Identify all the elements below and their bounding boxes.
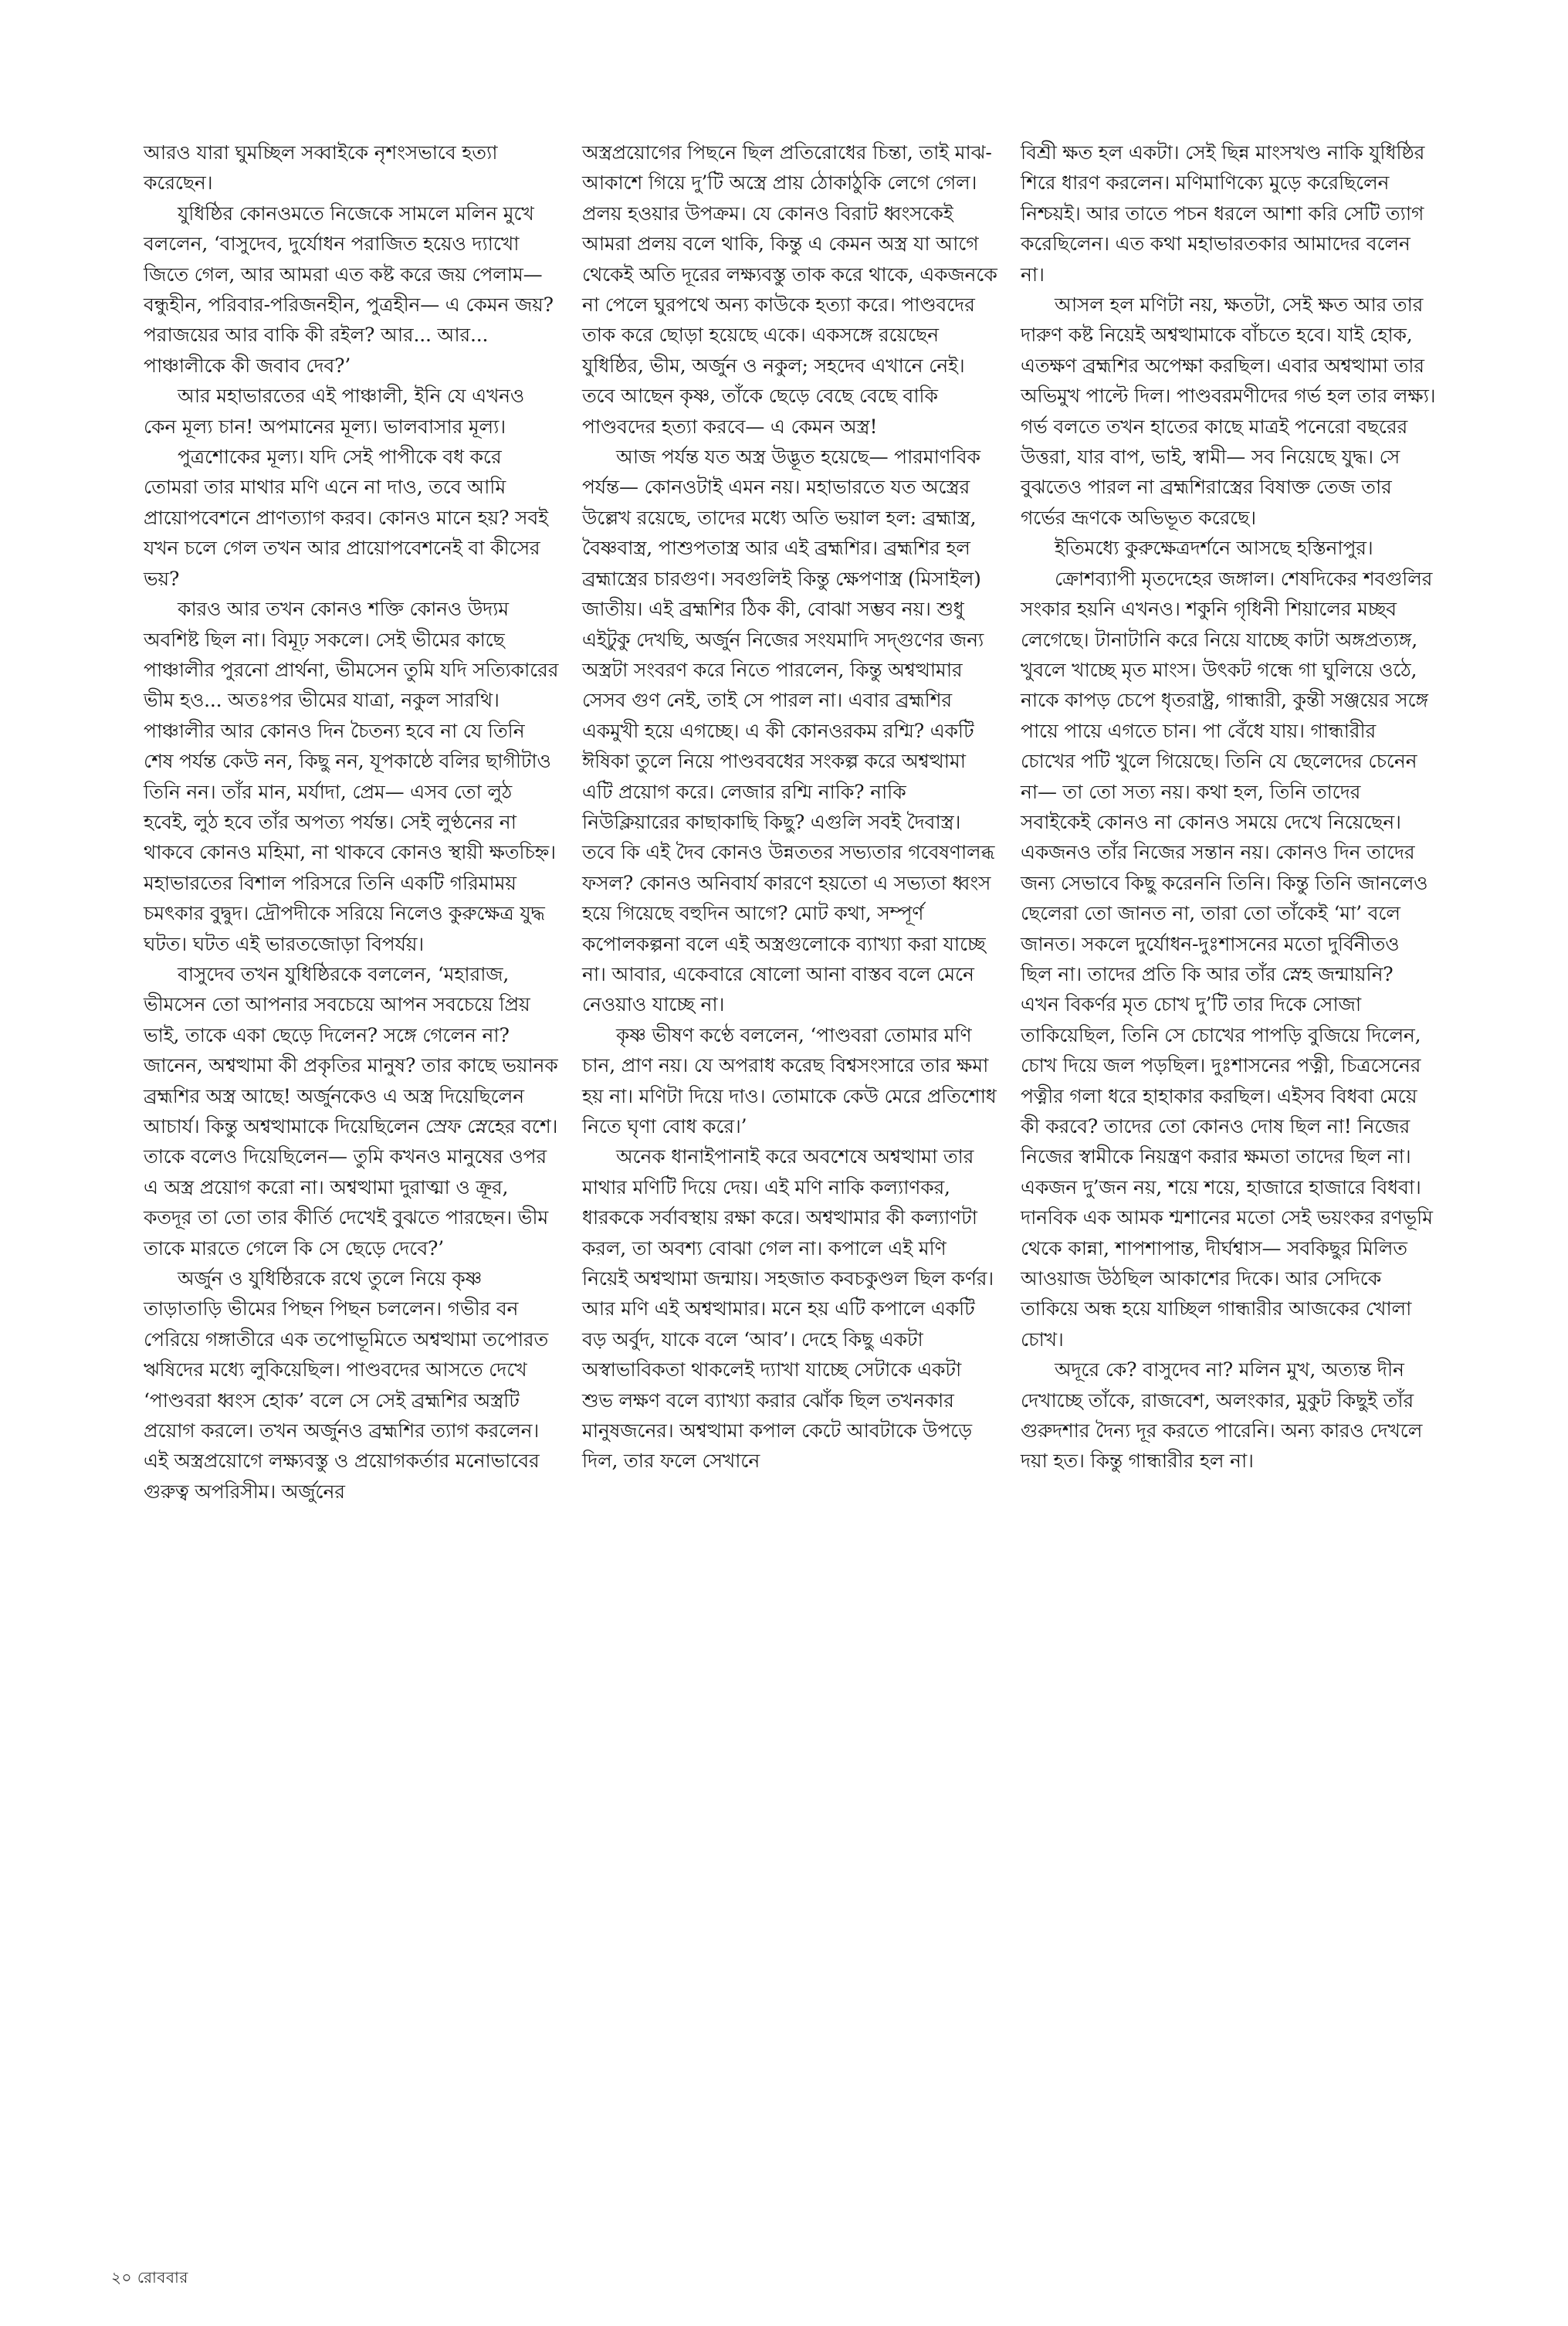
paragraph: কারও আর তখন কোনও শক্তি কোনও উদ্যম অবশিষ্ট ছিল না। বিমূঢ় সকলে। সেই ভীমের কাছে পাঞ্চালীর পুরনো প্রার্থনা, ভীমসেন তুমি যদি সত্যিকারের ভীম হও... অতঃপর ভীমের যাত্রা, নকুল সারথি। পাঞ্চালীর আর কোনও দিন চৈতন্য হবে না যে তিনি শেষ পর্যন্ত কেউ নন, কিছু নন, যূপকাষ্ঠে বলির ছাগীটাও তিনি নন। তাঁর মান, মর্যাদা, প্রেম— এসব তো লুঠ হবেই, লুঠ হবে তাঁর অপত্য পর্যন্ত। সেই লুণ্ঠনের না থাকবে কোনও মহিমা, না থাকবে কোনও স্থায়ী ক্ষতচিহ্ন। মহাভারতের বিশাল পরিসরে তিনি একটি গরিমাময় চমৎকার বুদ্বুদ। দ্রৌপদীকে সরিয়ে নিলেও কুরুক্ষেত্র যুদ্ধ ঘটত। ঘটত এই ভারতজোড়া বিপর্যয়। (144, 598, 559, 955)
paragraph: আরও যারা ঘুমচ্ছিল সব্বাইকে নৃশংসভাবে হত্যা করেছেন। (144, 141, 498, 195)
text-column-1 (144, 137, 559, 1507)
paragraph: যুধিষ্ঠির কোনওমতে নিজেকে সামলে মলিন মুখে বললেন, ‘বাসুদেব, দুর্যোধন পরাজিত হয়েও দ্যাখো জিতে গেল, আর আমরা এত কষ্ট করে জয় পেলাম— বন্ধুহীন, পরিবার-পরিজনহীন, পুত্রহীন— এ কেমন জয়? পরাজয়ের আর বাকি কী রইল? আর... আর... পাঞ্চালীকে কী জবাব দেব?’ (144, 202, 554, 377)
paragraph: ইতিমধ্যে কুরুক্ষেত্রদর্শনে আসছে হস্তিনাপুর। (1055, 537, 1373, 560)
paragraph: অদূরে কে? বাসুদেব না? মলিন মুখ, অত্যন্ত দীন দেখাচ্ছে তাঁকে, রাজবেশ, অলংকার, মুকুট কিছুই তাঁর গুরুদশার দৈন্য দূর করতে পারেনি। অন্য কারও দেখলে দয়া হত। কিন্তু গান্ধারীর হল না। (1021, 1358, 1423, 1473)
paragraph: আজ পর্যন্ত যত অস্ত্র উদ্ভূত হয়েছে— পারমাণবিক পর্যন্ত— কোনওটাই এমন নয়। মহাভারতে যত অস্ত্রের উল্লেখ রয়েছে, তাদের মধ্যে অতি ভয়াল হল: ব্রহ্মাস্ত্র, বৈষ্ণবাস্ত্র, পাশুপতাস্ত্র আর এই ব্রহ্মশির। ব্রহ্মশির হল ব্রহ্মাস্ত্রের চারগুণ। সবগুলিই কিন্তু ক্ষেপণাস্ত্র (মিসাইল) জাতীয়। এই ব্রহ্মশির ঠিক কী, বোঝা সম্ভব নয়। শুধু এইটুকু দেখছি, অর্জুন নিজের সংযমাদি সদ্গুণের জন্য অস্ত্রটা সংবরণ করে নিতে পারলেন, কিন্তু অশ্বত্থামার সেসব গুণ নেই, তাই সে পারল না। এবার ব্রহ্মশির একমুখী হয়ে এগচ্ছে। এ কী কোনওরকম রশ্মি? একটি ঈষিকা তুলে নিয়ে পাণ্ডববধের সংকল্প করে অশ্বত্থামা এটি প্রয়োগ করে। লেজার রশ্মি নাকি? নাকি নিউক্লিয়ারের কাছাকাছি কিছু? এগুলি সবই দৈবাস্ত্র। তবে কি এই দৈব কোনও উন্নততর সভ্যতার গবেষণালব্ধ ফসল? কোনও অনিবার্য কারণে হয়তো এ সভ্যতা ধ্বংস হয়ে গিয়েছে বহুদিন আগে? মোট কথা, সম্পূর্ণ কপোলকল্পনা বলে এই অস্ত্রগুলোকে ব্যাখ্যা করা যাচ্ছে না। আবার, একেবারে ষোলো আনা বাস্তব বলে মেনে নেওয়াও যাচ্ছে না। (582, 446, 995, 1016)
paragraph: আসল হল মণিটা নয়, ক্ষতটা, সেই ক্ষত আর তার দারুণ কষ্ট নিয়েই অশ্বত্থামাকে বাঁচতে হবে। যাই হোক, এতক্ষণ ব্রহ্মশির অপেক্ষা করছিল। এবার অশ্বত্থামা তার অভিমুখ পাল্টে দিল। পাণ্ডবরমণীদের গর্ভ হল তার লক্ষ্য। গর্ভ বলতে তখন হাতের কাছে মাত্রই পনেরো বছরের উত্তরা, যার বাপ, ভাই, স্বামী— সব নিয়েছে যুদ্ধ। সে বুঝতেও পারল না ব্রহ্মশিরাস্ত্রের বিষাক্ত তেজ তার গর্ভের ভ্রূণকে অভিভূত করেছে। (1021, 293, 1436, 529)
paragraph: আর মহাভারতের এই পাঞ্চালী, ইনি যে এখনও কেন মূল্য চান! অপমানের মূল্য। ভালবাসার মূল্য। (144, 385, 525, 438)
paragraph: অস্ত্রপ্রয়োগের পিছনে ছিল প্রতিরোধের চিন্তা, তাই মাঝ-আকাশে গিয়ে দু’টি অস্ত্রে প্রায় ঠোকাঠুকি লেগে গেল। প্রলয় হওয়ার উপক্রম। যে কোনও বিরাট ধ্বংসকেই আমরা প্রলয় বলে থাকি, কিন্তু এ কেমন অস্ত্র যা আগে থেকেই অতি দূরের লক্ষ্যবস্তু তাক করে থাকে, একজনকে না পেলে ঘুরপথে অন্য কাউকে হত্যা করে। পাণ্ডবদের তাক করে ছোড়া হয়েছে একে। একসঙ্গে রয়েছেন যুধিষ্ঠির, ভীম, অর্জুন ও নকুল; সহদেব এখানে নেই। তবে আছেন কৃষ্ণ, তাঁকে ছেড়ে বেছে বেছে বাকি পাণ্ডবদের হত্যা করবে— এ কেমন অস্ত্র! (582, 141, 997, 438)
publication-name: রোববার (137, 2268, 188, 2287)
paragraph: বিশ্রী ক্ষত হল একটা। সেই ছিন্ন মাংসখণ্ড নাকি যুধিষ্ঠির শিরে ধারণ করলেন। মণিমাণিক্যে মুড়ে করেছিলেন নিশ্চয়ই। আর তাতে পচন ধরলে আশা করি সেটি ত্যাগ করেছিলেন। এত কথা মহাভারতকার আমাদের বলেন না। (1021, 141, 1425, 286)
page-number: ২০ (111, 2268, 133, 2287)
paragraph: পুত্রশোকের মূল্য। যদি সেই পাপীকে বধ করে তোমরা তার মাথার মণি এনে না দাও, তবে আমি প্রায়োপবেশনে প্রাণত্যাগ করব। কোনও মানে হয়? সবই যখন চলে গেল তখন আর প্রায়োপবেশনেই বা কীসের ভয়? (144, 446, 548, 590)
paragraph: ক্রোশব্যাপী মৃতদেহের জঙ্গাল। শেষদিকের শবগুলির সংকার হয়নি এখনও। শকুনি গৃধিনী শিয়ালের মচ্ছব লেগেছে। টানাটানি করে নিয়ে যাচ্ছে কাটা অঙ্গপ্রত্যঙ্গ, খুবলে খাচ্ছে মৃত মাংস। উৎকট গন্ধে গা ঘুলিয়ে ওঠে, নাকে কাপড় চেপে ধৃতরাষ্ট্র, গান্ধারী, কুন্তী সঞ্জয়ের সঙ্গে পায়ে পায়ে এগতে চান। পা বেঁধে যায়। গান্ধারীর চোখের পটি খুলে গিয়েছে। তিনি যে ছেলেদের চেনেন না— তা তো সত্য নয়। কথা হল, তিনি তাদের সবাইকেই কোনও না কোনও সময়ে দেখে নিয়েছেন। একজনও তাঁর নিজের সন্তান নয়। কোনও দিন তাদের জন্য সেভাবে কিছু করেননি তিনি। কিন্তু তিনি জানলেও ছেলেরা তো জানত না, তারা তো তাঁকেই ‘মা’ বলে জানত। সকলে দুর্যোধন-দুঃশাসনের মতো দুর্বিনীতও ছিল না। তাদের প্রতি কি আর তাঁর স্নেহ জন্মায়নি? এখন বিকর্ণর মৃত চোখ দু’টি তার দিকে সোজা তাকিয়েছিল, তিনি সে চোখের পাপড়ি বুজিয়ে দিলেন, চোখ দিয়ে জল পড়ছিল। দুঃশাসনের পত্নী, চিত্রসেনের পত্নীর গলা ধরে হাহাকার করছিল। এইসব বিধবা মেয়ে কী করবে? তাদের তো কোনও দোষ ছিল না! নিজের নিজের স্বামীকে নিয়ন্ত্রণ করার ক্ষমতা তাদের ছিল না। একজন দু’জন নয়, শয়ে শয়ে, হাজারে হাজারে বিধবা। দানবিক এক আমক শ্মশানের মতো সেই ভয়ংকর রণভূমি থেকে কান্না, শাপশাপান্ত, দীর্ঘশ্বাস— সবকিছুর মিলিত আওয়াজ উঠছিল আকাশের দিকে। আর সেদিকে তাকিয়ে অন্ধ হয়ে যাচ্ছিল গান্ধারীর আজকের খোলা চোখ। (1021, 567, 1433, 1351)
paragraph: অনেক ধানাইপানাই করে অবশেষে অশ্বত্থামা তার মাথার মণিটি দিয়ে দেয়। এই মণি নাকি কল্যাণকর, ধারককে সর্বাবস্থায় রক্ষা করে। অশ্বত্থামার কী কল্যাণটা করল, তা অবশ্য বোঝা গেল না। কপালে এই মণি নিয়েই অশ্বত্থামা জন্মায়। সহজাত কবচকুণ্ডল ছিল কর্ণর। আর মণি এই অশ্বত্থামার। মনে হয় এটি কপালে একটি বড় অর্বুদ, যাকে বলে ‘আব’। দেহে কিছু একটা অস্বাভাবিকতা থাকলেই দ্যাখা যাচ্ছে সেটাকে একটা শুভ লক্ষণ বলে ব্যাখ্যা করার ঝোঁক ছিল তখনকার মানুষজনের। অশ্বত্থামা কপাল কেটে আবটাকে উপড়ে দিল, তার ফলে সেখানে (582, 1145, 994, 1473)
paragraph: কৃষ্ণ ভীষণ কণ্ঠে বললেন, ‘পাণ্ডবরা তোমার মণি চান, প্রাণ নয়। যে অপরাধ করেছ বিশ্বসংসারে তার ক্ষমা হয় না। মণিটা দিয়ে দাও। তোমাকে কেউ মেরে প্রতিশোধ নিতে ঘৃণা বোধ করে।’ (582, 1023, 997, 1138)
text-column-3 (1021, 137, 1436, 1477)
text-column-2 (582, 137, 997, 1477)
paragraph: অর্জুন ও যুধিষ্ঠিরকে রথে তুলে নিয়ে কৃষ্ণ তাড়াতাড়ি ভীমের পিছন পিছন চললেন। গভীর বন পেরিয়ে গঙ্গাতীরে এক তপোভূমিতে অশ্বত্থামা তপোরত ঋষিদের মধ্যে লুকিয়েছিল। পাণ্ডবদের আসতে দেখে ‘পাণ্ডবরা ধ্বংস হোক’ বলে সে সেই ব্রহ্মশির অস্ত্রটি প্রয়োগ করলে। তখন অর্জুনও ব্রহ্মশির ত্যাগ করলেন। এই অস্ত্রপ্রয়োগে লক্ষ্যবস্তু ও প্রয়োগকর্তার মনোভাবের গুরুত্ব অপরিসীম। অর্জুনের (144, 1267, 549, 1503)
paragraph: বাসুদেব তখন যুধিষ্ঠিরকে বললেন, ‘মহারাজ, ভীমসেন তো আপনার সবচেয়ে আপন সবচেয়ে প্রিয় ভাই, তাকে একা ছেড়ে দিলেন? সঙ্গে গেলেন না? জানেন, অশ্বত্থামা কী প্রকৃতির মানুষ? তার কাছে ভয়ানক ব্রহ্মশির অস্ত্র আছে! অর্জুনকেও এ অস্ত্র দিয়েছিলেন আচার্য। কিন্তু অশ্বত্থামাকে দিয়েছিলেন স্রেফ স্নেহের বশে। তাকে বলেও দিয়েছিলেন— তুমি কখনও মানুষের ওপর এ অস্ত্র প্রয়োগ করো না। অশ্বত্থামা দুরাত্মা ও ক্রূর, কতদূর তা তো তার কীর্তি দেখেই বুঝতে পারছেন। ভীম তাকে মারতে গেলে কি সে ছেড়ে দেবে?’ (144, 962, 558, 1260)
page-footer (111, 2267, 188, 2292)
